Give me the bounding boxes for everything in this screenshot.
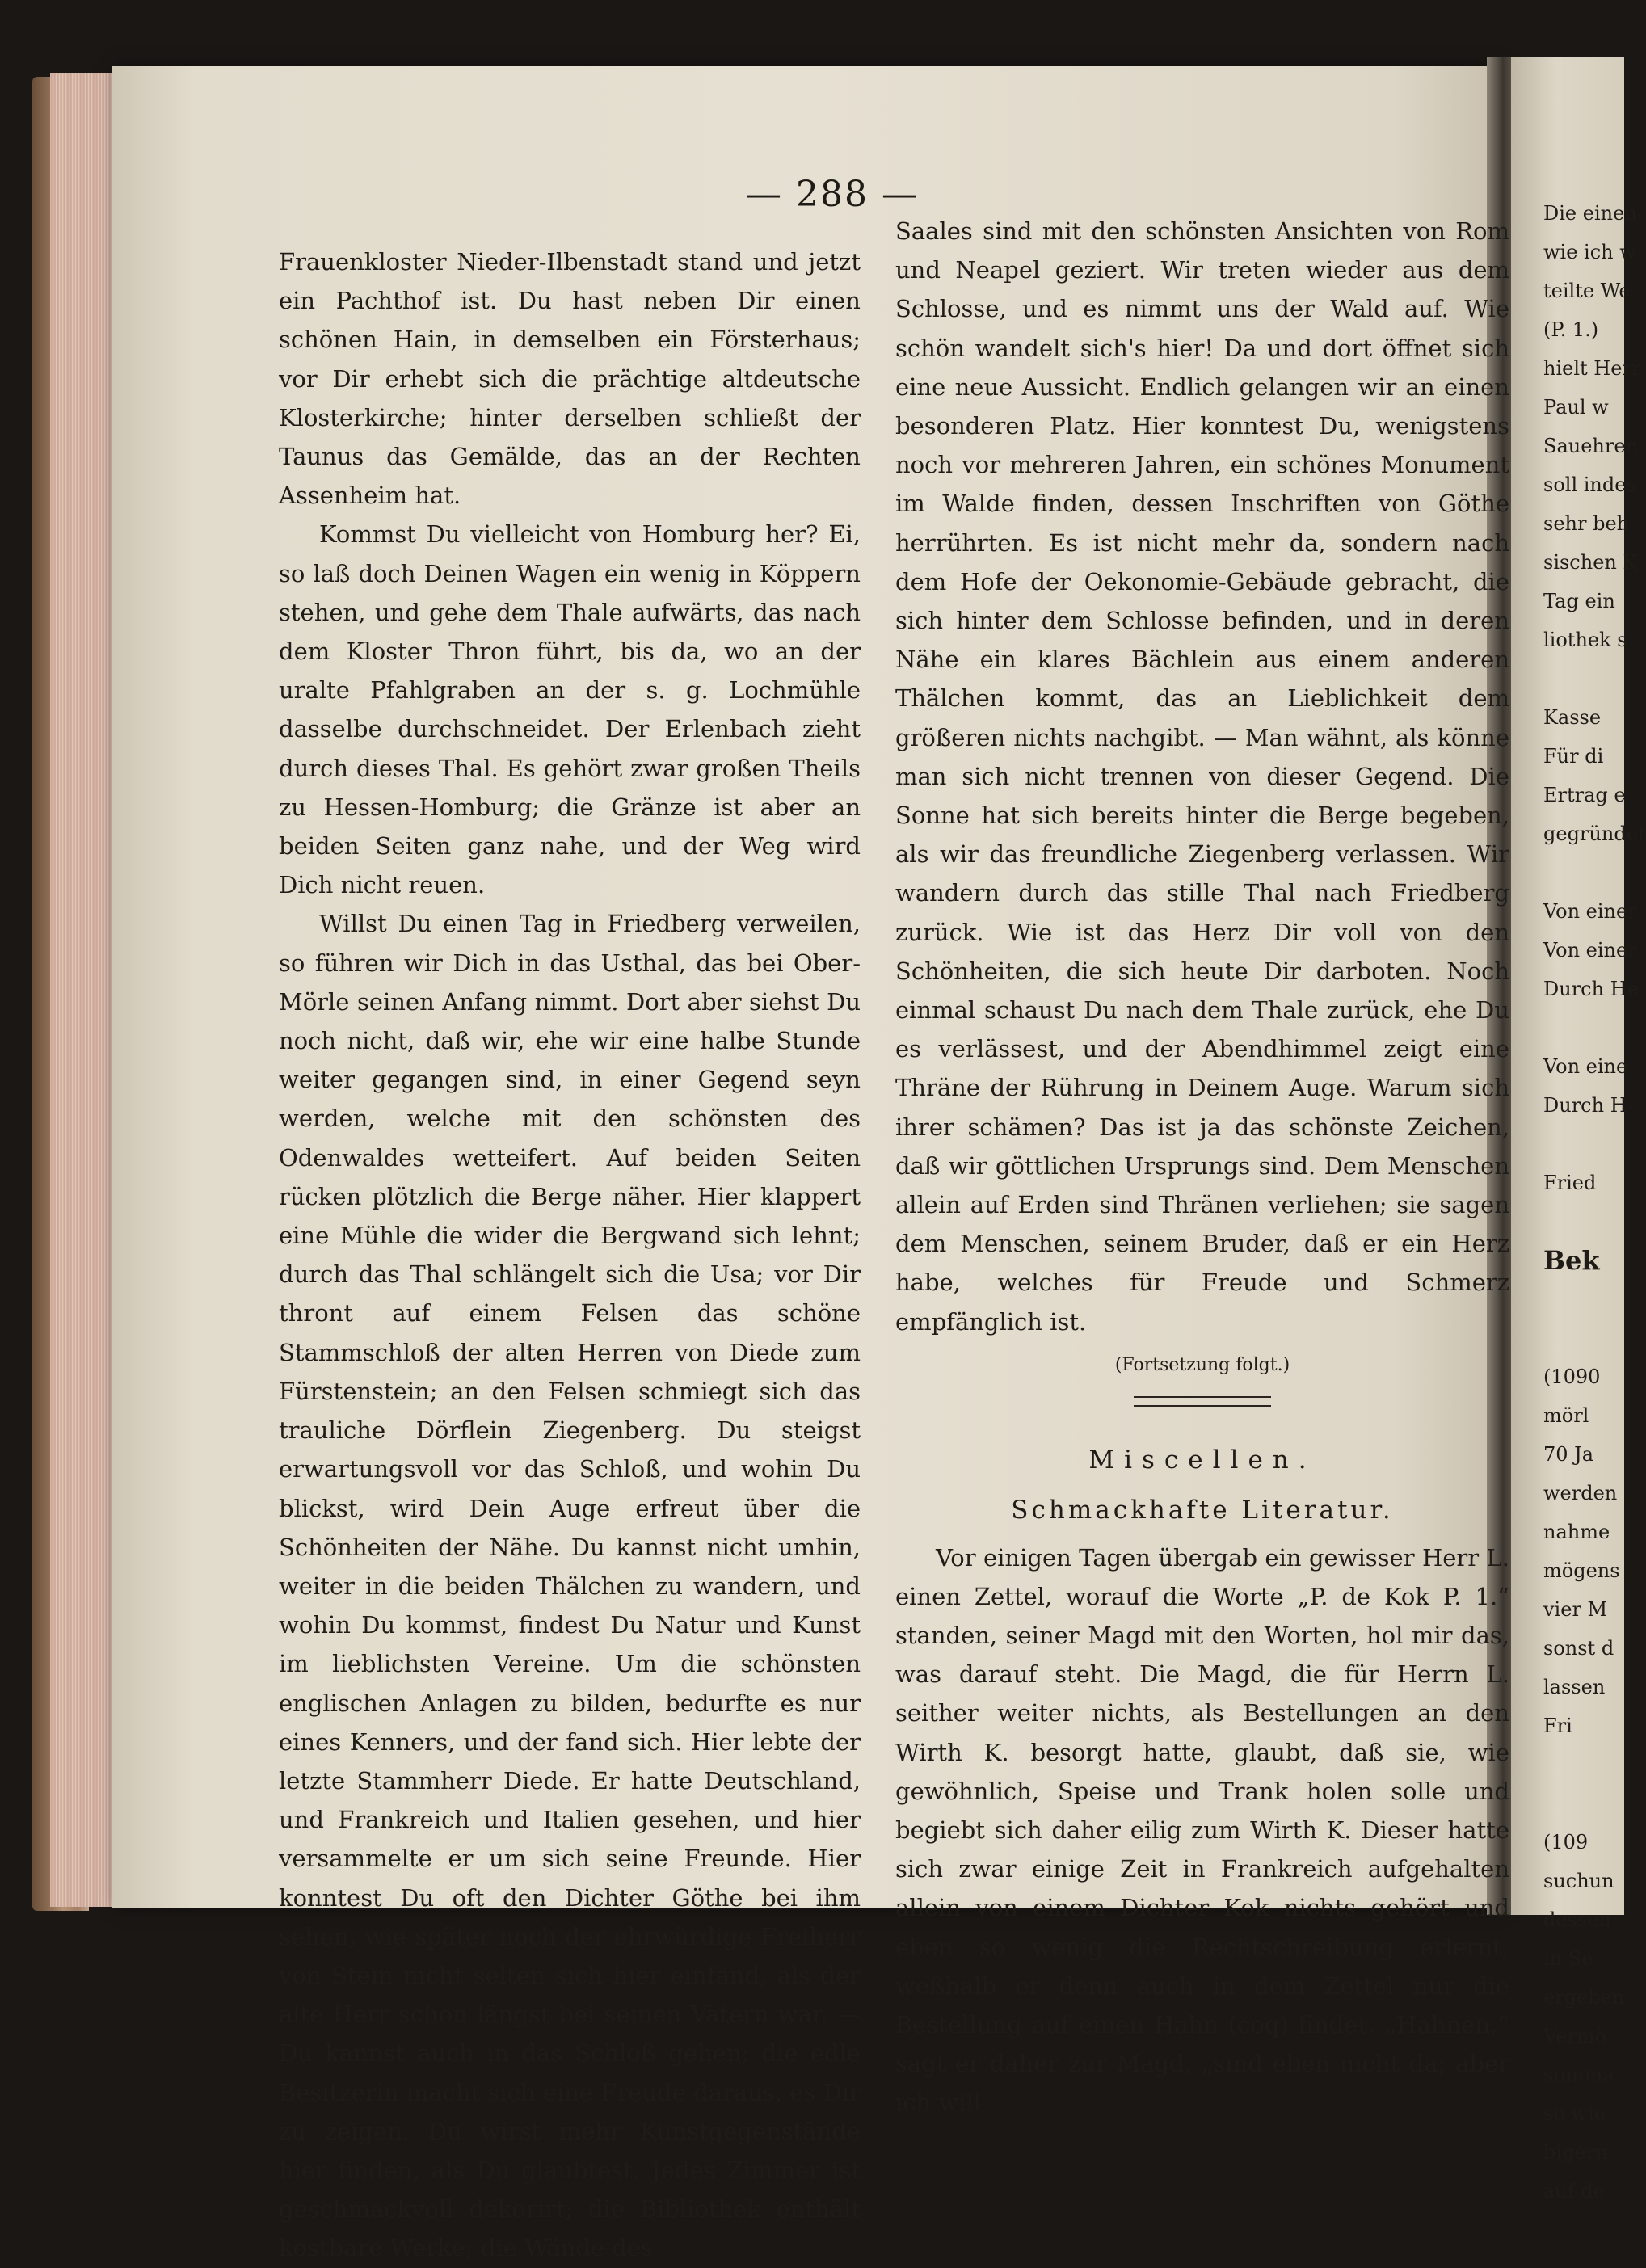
next-page-line: sonst d [1543, 1637, 1614, 1660]
next-page-line: auf de [1543, 2180, 1605, 2203]
next-page-line: Ertrag e [1543, 784, 1626, 806]
next-page-line [1543, 1202, 1624, 1241]
next-page-line: Von einer [1543, 939, 1637, 961]
next-page-line: (P. 1.) [1543, 318, 1599, 341]
section-heading: Miscellen. [1088, 1445, 1316, 1475]
next-page-line: dessen [1543, 1908, 1611, 1931]
left-paragraph: Willst Du einen Tag in Friedberg verweilen, so führen wir Dich in das Usthal, das bei Ober-Mörle seinen Anfang nimmt. Dort aber siehst Du noch nicht, daß wir, ehe wir eine halbe Stunde weiter gegangen sind, in einer Gegend seyn werden, welche mit den schönsten des Odenwaldes wetteifert. Auf beiden Seiten rücken plötzlich die Berge näher. Hier klappert eine Mühle die wider die Bergwand sich lehnt; durch das Thal schlängelt sich die Usa; vor Dir thront auf einem Felsen das schöne Stammschloß der alten Herren von Diede zum Fürstenstein; an den Felsen schmiegt sich das trauliche Dörflein Ziegenberg. Du steigst erwartungsvoll vor das Schloß, und wohin Du blickst, wird Dein Auge erfreut über die Schönheiten der Nähe. Du kannst nicht umhin, weiter in die beiden Thälchen zu wandern, und wohin Du kommst, findest Du Natur und Kunst im lieblichsten Vereine. Um die schönsten englischen Anlagen zu bilden, bedurfte es nur eines Kenners, und der fand sich. Hier lebte der letzte Stammherr Diede. Er hatte Deutschland, und Frankreich und Italien gesehen, und hier versammelte er um sich seine Freunde. Hier konntest Du oft den Dichter Göthe bei ihm sehen, wie später noch der ehrwürdige Freiherr von Stein nicht selten sich hier einfand, als der alte Herr schon längst bei seinen Vätern war. — Du kannst auch in das Schloß gehen; die edle Besitzerin macht sich eine Freude daraus, es Dir zu zeigen. Du wirst mehr Kunstgegenstände hier finden, als Du glaubtest. Jedes Zimmer ist geschmackvoll dekorirt; die Bibliothek enthält kostbare Werke; die Wände des [279, 910, 861, 2262]
next-page-line: Durch He [1543, 978, 1639, 1000]
next-page-line: gegründet [1543, 823, 1646, 845]
next-page-line: teilte We [1543, 280, 1631, 302]
next-page-line: vier M [1543, 1598, 1608, 1621]
continuation-note: (Fortsetzung folgt.) [1114, 1354, 1290, 1375]
right-paragraph: Saales sind mit den schönsten Ansichten von Rom und Neapel geziert. Wir treten wieder aus dem Schlosse, und es nimmt uns der Wald auf. Wie schön wandelt sich's hier! Da und dort öffnet sich eine neue Aussicht. Endlich gelangen wir an einen besonderen Platz. Hier konntest Du, wenigstens noch vor mehreren Jahren, ein schönes Monument im Walde finden, dessen Inschriften von Göthe herrührten. Es ist nicht mehr da, sondern nach dem Hofe der Oekonomie-Gebäude gebracht, die sich hinter dem Schlosse befinden, und in deren Nähe ein klares Bächlein aus einem anderen Thälchen kommt, das an Lieblichkeit dem größeren nichts nachgibt. — Man wähnt, als könne man sich nicht trennen von dieser Gegend. Die Sonne hat sich bereits hinter die Berge begeben, als wir das freundliche Ziegenberg verlassen. Wir wandern durch das stille Thal nach Friedberg zurück. Wie ist das Herz Dir voll von den Schönheiten, die sich heute Dir darboten. Noch einmal schaust Du nach dem Thale zurück, ehe Du es verlässest, und der Abendhimmel zeigt eine Thräne der Rührung in Deinem Auge. Warum sich ihrer schämen? Das ist ja das schönste Zeichen, daß wir göttlichen Ursprungs sind. Dem Menschen allein auf Erden sind Thränen verliehen; sie sagen dem Menschen, seinem Bruder, daß er ein Herz habe, welches für Freude und Schmerz empfänglich ist. [895, 217, 1509, 1336]
next-page-line: sischen K [1543, 551, 1638, 574]
next-page-line: Fried [1543, 1172, 1597, 1194]
next-page-line: (109 [1543, 1831, 1589, 1854]
next-page-line [1543, 1125, 1624, 1163]
next-page-line: sehr beh [1543, 512, 1630, 535]
next-page-fragments [1543, 194, 1646, 2211]
next-page-line: Vermö [1543, 2025, 1607, 2047]
next-page-line: nahme [1543, 1521, 1610, 1543]
next-page-line: suchun [1543, 1870, 1614, 1892]
next-page-line: werden [1543, 1482, 1618, 1504]
next-page-line [1543, 1784, 1624, 1823]
next-page-line [1543, 659, 1624, 698]
next-page-line: in Se [1543, 1947, 1593, 1970]
next-page-line [1543, 853, 1624, 892]
left-paragraph: Kommst Du vielleicht von Homburg her? Ei, so laß doch Deinen Wagen ein wenig in Köppern stehen, und gehe dem Thale aufwärts, das nach dem Kloster Thron führt, bis da, wo an der uralte Pfahlgraben an der s. g. Lochmühle dasselbe durchschneidet. Der Erlenbach zieht durch dieses Thal. Es gehört zwar großen Theils zu Hessen-Homburg; die Gränze ist aber an beiden Seiten ganz nahe, und der Weg wird Dich nicht reuen. [279, 520, 861, 899]
next-page-line: Bek [1543, 1245, 1600, 1276]
next-page-line: Die einen [1543, 202, 1637, 225]
next-page-line: Für di [1543, 745, 1604, 768]
next-page-line: Kasse [1543, 706, 1602, 729]
next-page-line: Paul w [1543, 396, 1609, 419]
next-page-line: hielt Herr [1543, 357, 1641, 380]
next-page-line: liothek s [1543, 629, 1627, 651]
next-page-line: mörl [1543, 1404, 1589, 1427]
next-page-line [1543, 1280, 1624, 1319]
section-divider [1134, 1396, 1271, 1407]
left-paragraph: Frauenkloster Nieder-Ilbenstadt stand und jetzt ein Pachthof ist. Du hast neben Dir einen schönen Hain, in demselben ein Försterhaus; vor Dir erhebt sich die prächtige altdeutsche Klosterkirche; hinter derselben schließt der Taunus das Gemälde, das an der Rechten Assenheim hat. [279, 248, 861, 510]
next-page-line [1543, 1008, 1624, 1047]
page-number: — 288 — [746, 174, 919, 215]
next-page-line: soll indes [1543, 473, 1636, 496]
next-page-line: ergeben [1543, 1986, 1625, 2009]
article-title: Schmackhafte Literatur. [1011, 1496, 1394, 1525]
next-page-line: Von eine [1543, 1055, 1628, 1078]
next-page-line [1543, 1745, 1624, 1784]
next-page-line [1543, 1319, 1624, 1357]
next-page-line: summa [1543, 2064, 1614, 2086]
next-page-line: (1090 [1543, 1365, 1601, 1388]
right-column [895, 212, 1509, 2123]
next-page-line: lassen [1543, 1676, 1606, 1698]
next-page-line: Von einer [1543, 900, 1637, 923]
next-page-line: Durch H [1543, 1094, 1627, 1117]
next-page-line: Fri [1543, 1715, 1572, 1737]
next-page-line: wie ich w [1543, 241, 1636, 263]
page-stack [50, 73, 115, 1907]
left-column [279, 242, 861, 2268]
next-page-line: Sauehren [1543, 435, 1638, 457]
article-paragraph: Vor einigen Tagen übergab ein gewisser Herr L. einen Zettel, worauf die Worte „P. de Kok P. 1.“ standen, seiner Magd mit den Worten, hol mir das, was darauf steht. Die Magd, die für Herrn L. seither weiter nichts, als Bestellungen an den Wirth K. besorgt hatte, glaubt, daß sie, wie gewöhnlich, Speise und Trank holen solle und begiebt sich daher eilig zum Wirth K. Dieser hatte sich zwar einige Zeit in Frankreich aufgehalten allein von einem Dichter Kok nichts gehört und eben so wenig die Rechtschreibung erlernt, weßhalb er denn auch in dem Zettel nur die Bestellung auf einen Hahn (coq) findet. „Hahnen,“ sagt er daher zur Magd, „sind eben nicht da; aber ich will [895, 1543, 1509, 2117]
next-page-line: bigern [1543, 2141, 1608, 2164]
next-page-line: so wie [1543, 2102, 1606, 2125]
next-page-line: mögens [1543, 1559, 1620, 1582]
next-page-line: 70 Ja [1543, 1443, 1594, 1466]
next-page-line: Tag ein [1543, 590, 1615, 612]
